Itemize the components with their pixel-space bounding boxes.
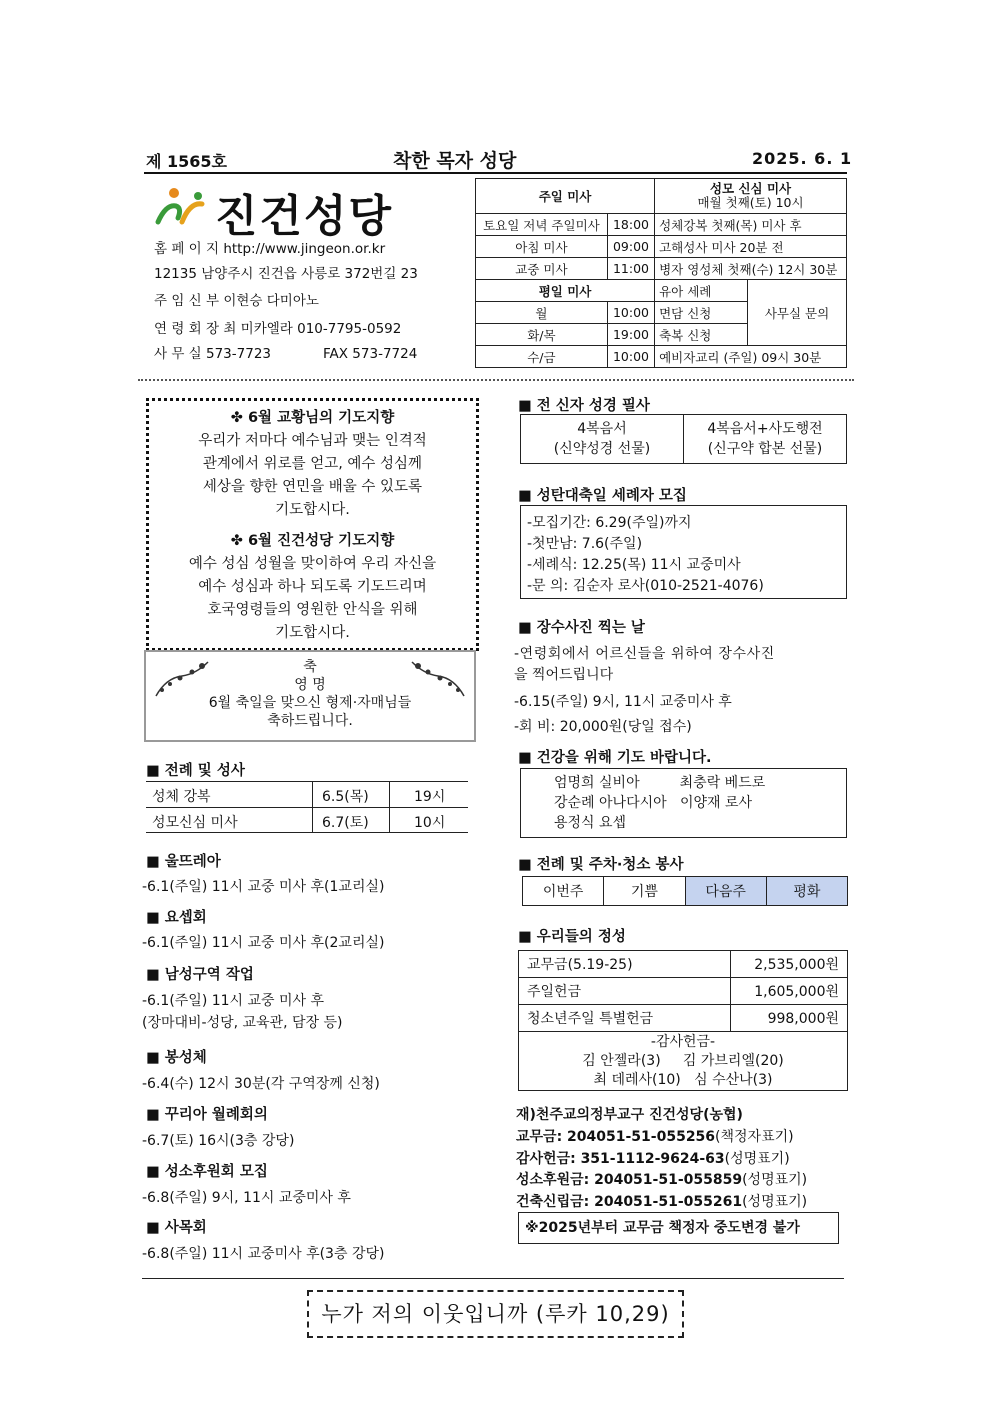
homepage[interactable]: 홈 페 이 지 http://www.jingeon.or.kr [154,241,386,257]
liturgy-name: 성모신심 미사 [152,815,238,831]
bank-line: 교무금: 204051-51-055256(책정자표기) [516,1129,794,1145]
service-table [522,876,848,906]
offering-title: ■ 우리들의 정성 [518,929,626,945]
footer-rule [142,1278,844,1279]
logo-text: 진건성당 [215,191,394,242]
schedule-time: 18:00 [607,214,654,236]
group-line: (장마대비-성당, 교육관, 담장 등) [142,1015,343,1031]
chairman: 연 령 회 장 최 미카엘라 010-7795-0592 [154,321,402,337]
group-line: -6.7(토) 16시(3층 강당) [142,1133,295,1149]
liturgy-date: 6.7(토) [322,815,369,831]
bank-title: 재)천주교의정부교구 진건성당(농협) [516,1107,743,1123]
portrait-line: 을 찍어드립니다 [514,667,614,683]
liturgy-col-line [312,781,313,832]
portrait-title: ■ 장수사진 찍는 날 [518,620,645,636]
group-title: ■ 꾸리아 월례회의 [146,1107,268,1123]
schedule-time: 19:00 [607,324,654,346]
liturgy-date: 6.5(목) [322,789,369,805]
schedule-note: 면담 신청 [655,302,748,324]
offering-label: 청소년주일 특별헌금 [519,1005,731,1032]
group-line: -6.1(주일) 11시 교중 미사 후 [142,993,325,1009]
schedule-cell: 아침 미사 [476,236,608,258]
group-title: ■ 울뜨레아 [146,854,221,870]
nameday-message: 6월 축일을 맞으신 형제·자매님들 [208,695,412,711]
schedule-cell: 수/금 [476,346,608,368]
nameday-heading-2: 영 명 [294,677,326,693]
offering-amount: 1,605,000원 [731,978,848,1005]
service-this-week-group: 기쁨 [604,877,685,906]
group-line: -6.8(주일) 9시, 11시 교중미사 후 [142,1190,351,1206]
mass-schedule-table [475,178,847,368]
office-phone: 사 무 실 573-7723 [154,346,271,362]
prayer-line: 기도합시다. [275,502,350,518]
bank-line: 성소후원금: 204051-51-055859(성명표기) [516,1172,808,1188]
offering-amount: 2,535,000원 [731,951,848,978]
schedule-time: 10:00 [607,302,654,324]
liturgy-time: 10시 [414,815,446,831]
prayer-line: 호국영령들의 영원한 안식을 위해 [207,602,418,618]
service-next-week-group: 평화 [766,877,847,906]
bible-option-2: 4복음서+사도행전 (신구약 합본 선물) [684,415,847,464]
offering-label: 교무금(5.19-25) [519,951,731,978]
liturgy-rule [146,832,468,833]
liturgy-rule [146,781,468,782]
baptism-line: -모집기간: 6.29(주일)까지 [527,515,692,531]
weekday-mass-header: 평일 미사 [476,280,655,302]
liturgy-name: 성체 강복 [152,789,211,805]
health-line: 강순례 아나다시아 이양재 로사 [554,795,753,811]
offering-label: 주일헌금 [519,978,731,1005]
portrait-line: -회 비: 20,000원(당일 접수) [514,719,692,735]
group-line: -6.1(주일) 11시 교중 미사 후(1교리실) [142,879,385,895]
address: 12135 남양주시 진건읍 사릉로 372번길 23 [154,266,418,282]
health-box [520,768,847,838]
footer-quote: 누가 저의 이웃입니까 (루카 10,29) [307,1290,684,1338]
parish-name: 착한 목자 성당 [393,150,517,172]
offering-amount: 998,000원 [731,1005,848,1032]
baptism-box [520,505,847,599]
floral-ornament-icon [408,658,468,700]
logo-icon [152,184,212,228]
service-title: ■ 전례 및 주차·청소 봉사 [518,857,684,873]
issue-number: 제 1565호 [146,152,228,171]
baptism-title: ■ 성탄대축일 세례자 모집 [518,488,687,504]
infant-baptism: 유아 세례 [655,280,748,302]
floral-ornament-icon [152,658,212,700]
mary-mass-header: 성모 신심 미사 매월 첫째(토) 10시 [655,179,847,214]
prayer-title-parish: ✤ 6월 진건성당 기도지향 [230,533,395,549]
group-line: -6.8(주일) 11시 교중미사 후(3층 강당) [142,1246,385,1262]
health-line: 엄명희 실비아 최충락 베드로 [554,775,766,791]
baptism-line: -문 의: 김순자 로사(010-2521-4076) [527,578,764,594]
liturgy-rule [146,807,468,808]
bank-line: 감사헌금: 351-1112-9624-63(성명표기) [516,1151,790,1167]
pastor: 주 임 신 부 이현승 다미아노 [154,293,319,309]
group-title: ■ 성소후원회 모집 [146,1164,268,1180]
prayer-line: 예수 성심 성월을 맞이하여 우리 자신을 [188,556,437,572]
liturgy-title: ■ 전례 및 성사 [146,763,245,779]
bible-table [520,414,847,464]
bank-notice: ※2025년부터 교무금 책정자 중도변경 불가 [518,1212,839,1244]
group-title: ■ 사목회 [146,1220,207,1236]
liturgy-time: 19시 [414,789,446,805]
group-title: ■ 봉성체 [146,1050,207,1066]
group-line: -6.4(수) 12시 30분(각 구역장께 신청) [142,1076,380,1092]
schedule-note: 축복 신청 [655,324,748,346]
schedule-time: 11:00 [607,258,654,280]
liturgy-col-line [389,781,390,832]
portrait-line: -6.15(주일) 9시, 11시 교중미사 후 [514,694,732,710]
bible-option-1: 4복음서 (신약성경 선물) [521,415,684,464]
schedule-cell: 교중 미사 [476,258,608,280]
schedule-note: 고해성사 미사 20분 전 [655,236,847,258]
service-next-week-label: 다음주 [685,877,766,906]
schedule-time: 09:00 [607,236,654,258]
group-title: ■ 요셉회 [146,910,207,926]
offering-table [518,950,848,1091]
schedule-note: 병자 영성체 첫째(수) 12시 30분 [655,258,847,280]
nameday-message-2: 축하드립니다. [267,713,353,729]
baptism-line: -첫만남: 7.6(주일) [527,536,643,552]
schedule-time: 10:00 [607,346,654,368]
schedule-cell: 월 [476,302,608,324]
fax: FAX 573-7724 [323,346,418,362]
prayer-line: 예수 성심과 하나 되도록 기도드리며 [198,579,427,595]
group-title: ■ 남성구역 작업 [146,967,254,983]
portrait-line: -연령회에서 어르신들을 위하여 장수사진 [514,646,775,662]
nameday-heading: 축 [303,659,317,675]
prayer-title-pope: ✤ 6월 교황님의 기도지향 [230,410,395,426]
group-line: -6.1(주일) 11시 교중 미사 후(2교리실) [142,935,385,951]
header-rule [144,172,847,174]
prayer-intentions [146,398,479,651]
schedule-cell: 토요일 저녁 주일미사 [476,214,608,236]
prayer-line: 기도합시다. [275,625,350,641]
baptism-line: -세례식: 12.25(목) 11시 교중미사 [527,557,741,573]
service-this-week-label: 이번주 [523,877,604,906]
sunday-mass-header: 주일 미사 [476,179,655,214]
health-title: ■ 건강을 위해 기도 바랍니다. [518,750,712,766]
prayer-line: 우리가 저마다 예수님과 맺는 인격적 [198,433,427,449]
office-inquiry: 사무실 문의 [748,280,847,346]
health-line: 용정식 요셉 [554,815,627,831]
bible-title: ■ 전 신자 성경 필사 [518,398,650,414]
schedule-note: 예비자교리 (주일) 09시 30분 [655,346,847,368]
schedule-note: 성체강복 첫째(목) 미사 후 [655,214,847,236]
thanks-offering: -감사헌금- 김 안젤라(3) 김 가브리엘(20) 최 데레사(10) 심 수산나(3) [519,1032,848,1091]
prayer-line: 관계에서 위로를 얻고, 예수 성심께 [202,456,423,472]
section-divider [138,379,854,381]
issue-date: 2025. 6. 1 [752,149,853,168]
prayer-line: 세상을 향한 연민을 배울 수 있도록 [202,479,423,495]
schedule-cell: 화/목 [476,324,608,346]
bank-line: 건축신립금: 204051-51-055261(성명표기) [516,1194,808,1210]
